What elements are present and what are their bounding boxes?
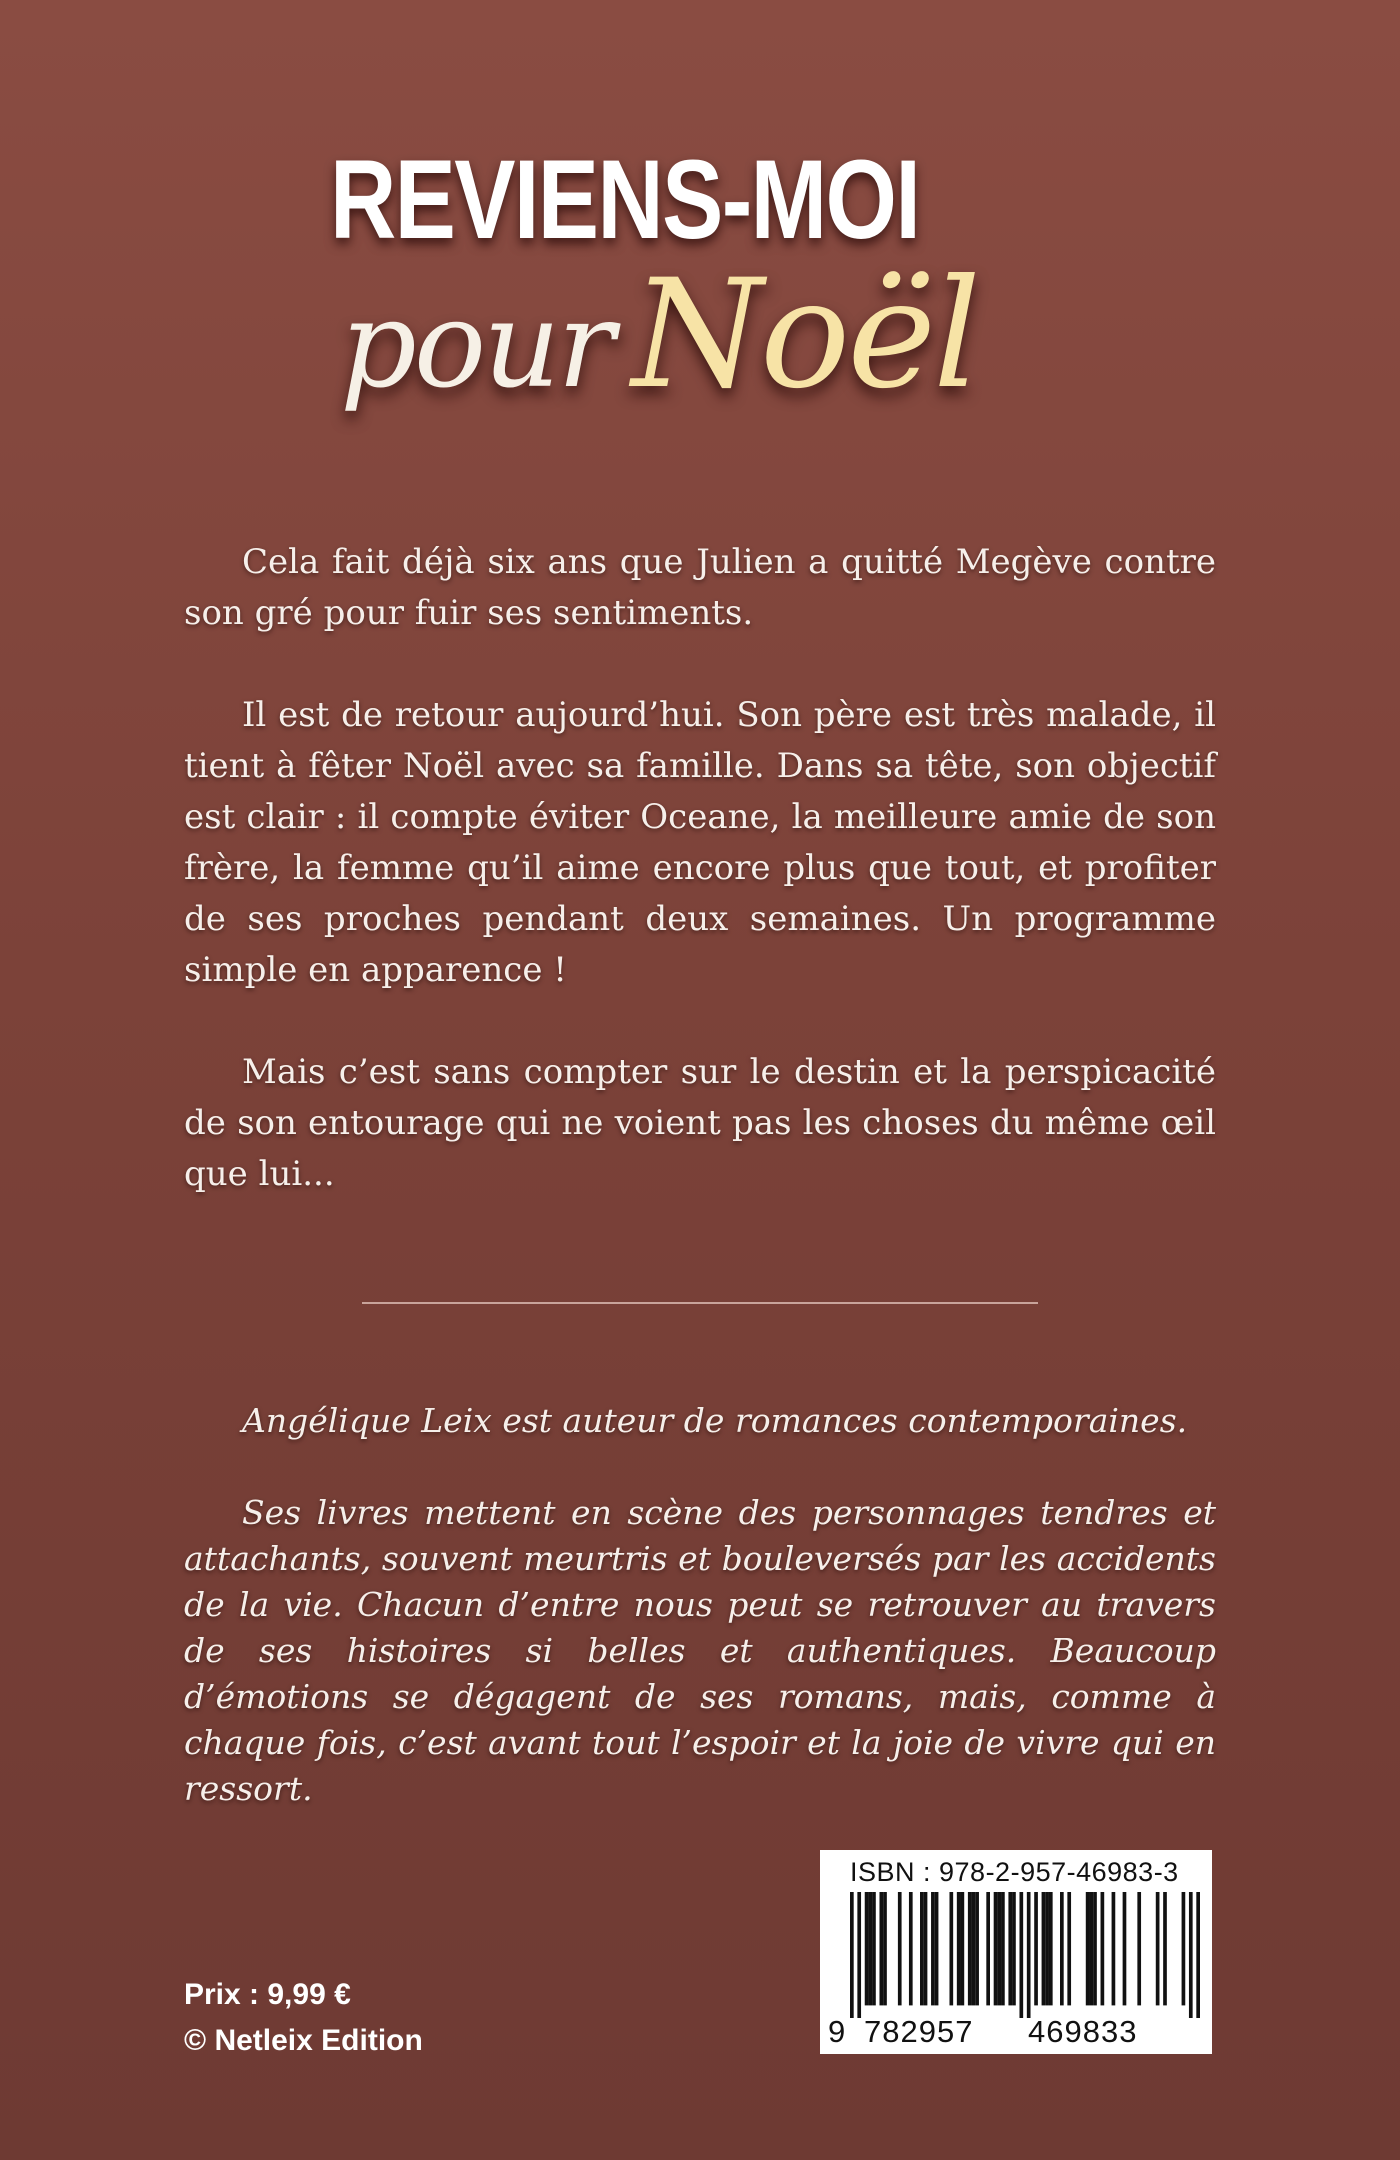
barcode-bar (997, 1892, 1001, 2005)
barcode-bar (986, 1892, 990, 2005)
barcode-bar (1001, 1892, 1005, 2005)
title-main: REVIENS-MOI (330, 137, 920, 262)
barcode-digits-left: 782957 (864, 2014, 974, 2049)
isbn-barcode (820, 1850, 1212, 2054)
barcode-digits (828, 2014, 1208, 2050)
barcode-bar (1123, 1892, 1127, 2005)
blurb-paragraph: Cela fait déjà six ans que Julien a quitté Megève contre son gré pour fuir ses sentiments. (184, 542, 1216, 633)
barcode-bar (898, 1892, 902, 2005)
author-bio (184, 1398, 1216, 1858)
barcode-bars (850, 1892, 1200, 2018)
barcode-bar (920, 1892, 924, 2005)
barcode-bar (961, 1892, 965, 2005)
barcode-bar (868, 1892, 872, 2005)
barcode-bar (850, 1892, 854, 2018)
barcode-bar (1060, 1892, 1064, 2005)
section-divider (362, 1302, 1038, 1304)
barcode-bar (1045, 1892, 1049, 2005)
cover-title (0, 135, 1400, 465)
barcode-bar (1182, 1892, 1186, 2005)
barcode-bar (1196, 1892, 1200, 2018)
barcode-bar (957, 1892, 961, 2005)
barcode-bar (872, 1892, 876, 2005)
barcode-digits-right: 469833 (1028, 2014, 1138, 2049)
barcode-bar (1086, 1892, 1090, 2005)
barcode-bar (1034, 1892, 1038, 2005)
barcode-bar (924, 1892, 928, 2005)
barcode-bar (865, 1892, 869, 2005)
title-script-noel: Noël (631, 248, 979, 422)
blurb-paragraph: Mais c’est sans compter sur le destin et la perspicacité de son entourage qui ne voient pas les choses du même œil que lui... (184, 1052, 1216, 1194)
isbn-label: ISBN : 978-2-957-46983-3 (850, 1857, 1179, 1887)
barcode-bar (909, 1892, 913, 2005)
barcode-bar (1101, 1892, 1105, 2005)
barcode-bar (857, 1892, 861, 2018)
price-label: Prix : 9,99 € (184, 1978, 351, 2011)
barcode-bar (879, 1892, 883, 2005)
barcode-bar (1008, 1892, 1012, 2005)
barcode-bar (1067, 1892, 1071, 2005)
barcode-bar (1049, 1892, 1053, 2005)
title-script-pour: pour (340, 276, 612, 415)
barcode-bar (994, 1892, 998, 2005)
barcode-bar (931, 1892, 935, 2005)
barcode-bar (975, 1892, 979, 2005)
barcode-bar (1137, 1892, 1141, 2005)
barcode-bar (1093, 1892, 1097, 2005)
barcode-bar (1089, 1892, 1093, 2005)
barcode-bar (1012, 1892, 1016, 2005)
barcode-bar (1042, 1892, 1046, 2005)
barcode-bar (1189, 1892, 1193, 2018)
barcode-bar (935, 1892, 939, 2005)
book-blurb (184, 537, 1216, 1251)
barcode-bar (949, 1892, 953, 2005)
barcode-bar (1163, 1892, 1167, 2005)
barcode-bar (1112, 1892, 1116, 2005)
barcode-digit-lead: 9 (828, 2014, 847, 2049)
barcode-bar (972, 1892, 976, 2005)
blurb-paragraph: Il est de retour aujourd’hui. Son père est très malade, il tient à fêter Noël avec sa famille. Dans sa tête, son objectif est clair : il compte éviter Oceane, la meilleure amie de son frère, la femme qu’il aime encore plus que tout, et profiter de ses proches pendant deux semaines. Un programme simple en apparence ! (184, 695, 1216, 990)
publisher-info (184, 1972, 423, 2064)
barcode-bar (1156, 1892, 1160, 2005)
publisher-copyright: © Netleix Edition (184, 2024, 423, 2057)
barcode-bar (1019, 1892, 1023, 2018)
title-script (340, 245, 978, 436)
bio-paragraph: Ses livres mettent en scène des personnages tendres et attachants, souvent meurtris et bouleversés par les accidents de la vie. Chacun d’entre nous peut se retrouver au travers de ses histoires si belles et authentiques. Beaucoup d’émotions se dégagent de ses romans, mais, comme à chaque fois, c’est avant tout l’espoir et la joie de vivre qui en ressort. (184, 1493, 1216, 1808)
barcode-bar (1027, 1892, 1031, 2018)
bio-paragraph: Angélique Leix est auteur de romances contemporaines. (242, 1401, 1188, 1440)
barcode-bar (968, 1892, 972, 2005)
barcode-bar (883, 1892, 887, 2005)
